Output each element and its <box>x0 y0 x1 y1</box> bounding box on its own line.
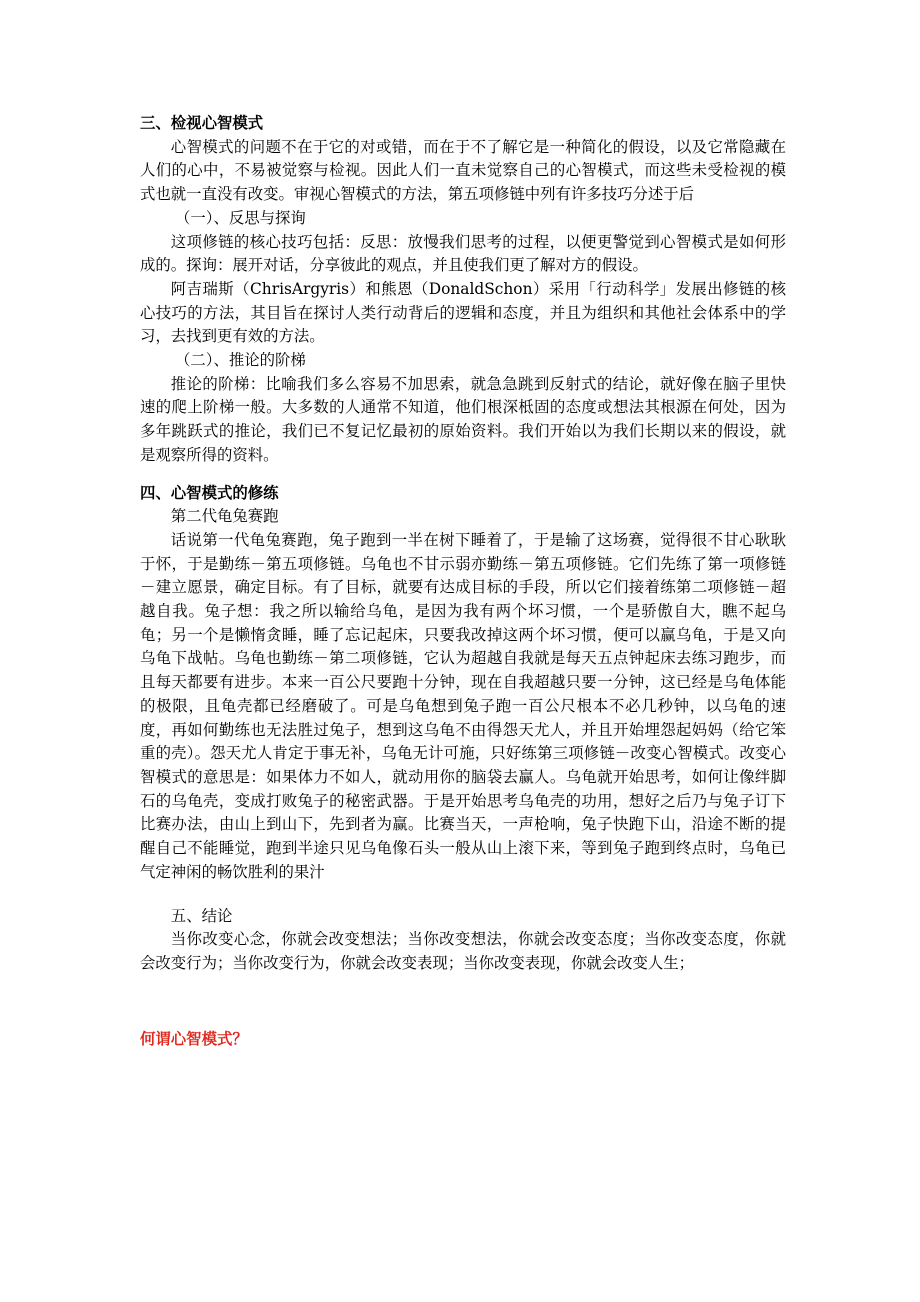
section4-heading: 四、心智模式的修练 <box>140 483 279 502</box>
section4-subtitle: 第二代龟兔赛跑 <box>170 507 279 526</box>
document-page <box>140 112 786 1051</box>
section5-heading: 五、结论 <box>170 906 233 925</box>
reflection-paragraph-2: 阿吉瑞斯（ChrisArgyris）和熊恩（DonaldSchon）采用「行动科学」发展出修链的核心技巧的方法，其目旨在探讨人类行动背后的逻辑和态度，并且为组织和其他社会体系中的学习，去找到更有效的方法。 <box>140 279 786 346</box>
ladder-paragraph: 推论的阶梯：比喻我们多么容易不加思索，就急急跳到反射式的结论，就好像在脑子里快速的爬上阶梯一般。大多数的人通常不知道，他们根深柢固的态度或想法其根源在何处，因为多年跳跃式的推论，我们已不复记忆最初的原始资料。我们开始以为我们长期以来的假设，就是观察所得的资料。 <box>140 374 786 464</box>
section3-intro: 心智模式的问题不在于它的对或错，而在于不了解它是一种简化的假设，以及它常隐藏在人们的心中，不易被觉察与检视。因此人们一直未觉察自己的心智模式，而这些未受检视的模式也就一直没有改变。审视心智模式的方法，第五项修链中列有许多技巧分述于后 <box>140 137 786 204</box>
conclusion-paragraph: 当你改变心念，你就会改变想法；当你改变想法，你就会改变态度；当你改变态度，你就会改变行为；当你改变行为，你就会改变表现；当你改变表现，你就会改变人生； <box>140 930 786 972</box>
tortoise-hare-story: 话说第一代龟兔赛跑，兔子跑到一半在树下睡着了，于是输了这场赛，觉得很不甘心耿耿于怀，于是勤练－第五项修链。乌龟也不甘示弱亦勤练－第五项修链。它们先练了第一项修链－建立愿景，确定目标。有了目标，就要有达成目标的手段，所以它们接着练第二项修链－超越自我。兔子想：我之所以输给乌龟，是因为我有两个坏习惯，一个是骄傲自大，瞧不起乌龟；另一个是懒惰贪睡，睡了忘记起床，只要我改掉这两个坏习惯，便可以赢乌龟，于是又向乌龟下战帖。乌龟也勤练－第二项修链，它认为超越自我就是每天五点钟起床去练习跑步，而且每天都要有进步。本来一百公尺要跑十分钟，现在自我超越只要一分钟，这已经是乌龟体能的极限，且龟壳都已经磨破了。可是乌龟想到兔子跑一百公尺根本不必几秒钟，以乌龟的速度，再如何勤练也无法胜过兔子，想到这乌龟不由得怨天尤人，并且开始埋怨起妈妈（给它笨重的壳）。怨天尤人肯定于事无补，乌龟无计可施，只好练第三项修链－改变心智模式。改变心智模式的意思是：如果体力不如人，就动用你的脑袋去赢人。乌龟就开始思考，如何让像绊脚石的乌龟壳，变成打败兔子的秘密武器。于是开始思考乌龟壳的功用，想好之后乃与兔子订下比赛办法，由山上到山下，先到者为赢。比赛当天，一声枪响，兔子快跑下山，沿途不断的提醒自己不能睡觉，跑到半途只见乌龟像石头一般从山上滚下来，等到兔子跑到终点时，乌龟已气定神闲的畅饮胜利的果汁 <box>140 530 786 881</box>
subsection-ladder-title: （二）、推论的阶梯 <box>175 351 306 370</box>
reflection-paragraph-1: 这项修链的核心技巧包括：反思：放慢我们思考的过程，以便更警觉到心智模式是如何形成的。探询：展开对话，分享彼此的观点，并且使我们更了解对方的假设。 <box>140 232 786 275</box>
section3-heading: 三、检视心智模式 <box>140 114 264 132</box>
subsection-reflection-title: （一）、反思与探询 <box>175 208 306 227</box>
question-heading: 何谓心智模式？ <box>140 1029 248 1048</box>
